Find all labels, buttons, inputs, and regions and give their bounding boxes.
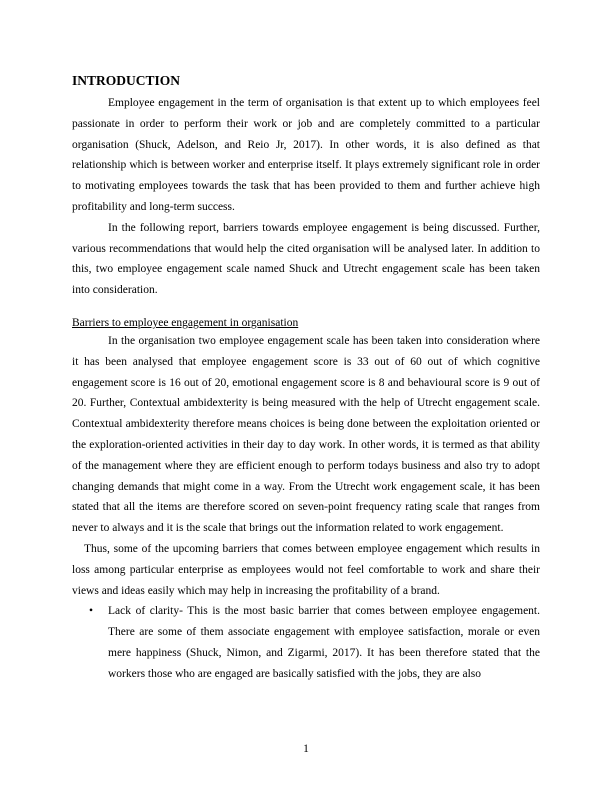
barriers-subheading: Barriers to employee engagement in organisation	[72, 316, 299, 329]
intro-paragraph-2: In the following report, barriers towards employee engagement is being discussed. Further, various recommendations that would help the cited organisation will be analysed later. In addition to this, two employee engagement scale named Shuck and Utrecht engagement scale has been taken into consideration.	[72, 221, 540, 297]
page-number: 1	[303, 743, 309, 755]
barriers-bullet-list	[72, 601, 540, 684]
barriers-paragraph-1: In the organisation two employee engagement scale has been taken into consideration where it has been analysed that employee engagement score is 33 out of 60 out of which cognitive engagement score is 16 out of 20, emotional engagement score is 8 and behavioural score is 9 out of 20. Further, Contextual ambidexterity is being measured with the help of Utrecht engagement scale. Contextual ambidexterity therefore means choices is being done between the exploitation oriented or the exploration-oriented activities in their day to day work. In other words, it is termed as that ability of the management where they are efficient enough to perform todays business and also try to adopt changing demands that might come in a way. From the Utrecht work engagement scale, it has been stated that all the items are therefore scored on seven-point frequency rating scale that ranges from never to always and it is the scale that brings out the information related to work engagement.	[72, 334, 540, 535]
page-content	[72, 72, 540, 685]
barriers-paragraph-2: Thus, some of the upcoming barriers that comes between employee engagement which results in loss among particular enterprise as employees would not feel comfortable to work and share their views and ideas easily which may help in increasing the profitability of a brand.	[72, 542, 540, 597]
bullet-text: Lack of clarity- This is the most basic barrier that comes between employee engagement. There are some of them associate engagement with employee satisfaction, morale or even mere happiness (Shuck, Nimon, and Zigarmi, 2017). It has been therefore stated that the workers those who are engaged are basically satisfied with the jobs, they are also	[108, 605, 540, 680]
bullet-icon: •	[89, 605, 94, 618]
bullet-item-lack-of-clarity	[72, 601, 540, 684]
section-heading: INTRODUCTION	[72, 73, 181, 88]
intro-paragraph-1: Employee engagement in the term of organisation is that extent up to which employees feel passionate in order to perform their work or job and are completely committed to a particular organisation (Shuck, Adelson, and Reio Jr, 2017). In other words, it is also defined as that relationship which is between worker and enterprise itself. It plays extremely significant role in order to motivating employees towards the task that has been provided to them and further achieve high profitability and long-term success.	[72, 97, 540, 213]
